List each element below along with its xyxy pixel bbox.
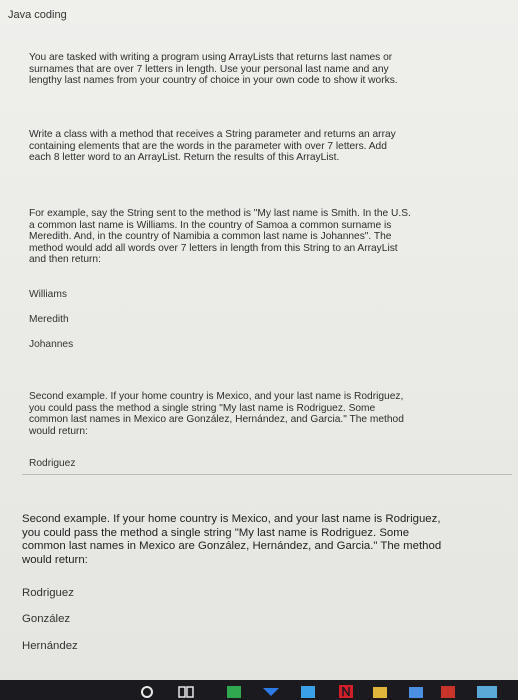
example1-line: a common last name is Williams. In the country of Samoa a common surname is — [29, 219, 392, 231]
app-green-icon[interactable] — [226, 684, 242, 698]
app-red-icon[interactable] — [440, 684, 456, 698]
example2-large-result-rodriguez: Rodriguez — [22, 587, 74, 599]
example2-small-line: would return: — [29, 425, 88, 437]
example2-large-line: common last names in Mexico are González, Hernández, and Garcia." The method — [22, 540, 442, 553]
example2-small-paragraph — [29, 391, 474, 437]
example1-result-meredith: Meredith — [29, 314, 69, 325]
example1-line: For example, say the String sent to the method is "My last name is Smith. In the U.S. — [29, 208, 411, 219]
folder-icon[interactable] — [372, 684, 388, 698]
example1-line: Meredith. And, in the country of Namibia a common last name is Johannes". The — [29, 231, 392, 243]
example2-large-result-gonzalez: González — [22, 613, 71, 625]
example2-large-paragraph — [22, 513, 512, 567]
example2-small-line: Second example. If your home country is Mexico, and your last name is Rodriguez, — [29, 391, 404, 402]
example2-small-result: Rodriguez — [29, 458, 76, 469]
task-line: Write a class with a method that receives a String parameter and returns an array — [29, 129, 396, 140]
document-title: Java coding — [8, 9, 67, 21]
example2-large-line: would return: — [22, 553, 88, 566]
app-gradient-icon[interactable] — [476, 684, 498, 698]
intro-line: surnames that are over 7 letters in length. Use your personal last name and any — [29, 63, 389, 75]
example1-line: and then return: — [29, 254, 101, 266]
intro-paragraph — [29, 52, 474, 87]
search-icon[interactable] — [140, 684, 154, 698]
intro-line: lengthy last names from your country of choice in your own code to show it works. — [29, 75, 398, 87]
intro-line: You are tasked with writing a program using ArrayLists that returns last names or — [29, 52, 393, 63]
example2-large-line: you could pass the method a single string "My last name is Rodriguez. Some — [22, 526, 410, 539]
store-icon[interactable] — [408, 684, 424, 698]
section-divider — [22, 474, 512, 475]
task-line: each 8 letter word to an ArrayList. Return the results of this ArrayList. — [29, 152, 340, 164]
example2-large-result-hernandez: Hernández — [22, 640, 78, 652]
example2-large-line: Second example. If your home country is Mexico, and your last name is Rodriguez, — [22, 513, 441, 525]
task-paragraph — [29, 129, 474, 164]
mail-icon[interactable] — [262, 684, 280, 698]
example1-result-johannes: Johannes — [29, 339, 74, 350]
task-view-icon[interactable] — [178, 684, 194, 698]
example2-small-line: you could pass the method a single string "My last name is Rodriguez. Some — [29, 402, 376, 414]
example1-line: method would add all words over 7 letters in length from this String to an ArrayList — [29, 242, 398, 254]
example2-small-line: common last names in Mexico are González, Hernández, and Garcia." The method — [29, 414, 404, 426]
netflix-icon[interactable] — [338, 684, 354, 698]
example1-paragraph — [29, 208, 474, 266]
task-line: containing elements that are the words in the parameter with over 7 letters. Add — [29, 140, 387, 152]
example1-result-williams: Williams — [29, 289, 67, 300]
browser-icon[interactable] — [300, 684, 316, 698]
